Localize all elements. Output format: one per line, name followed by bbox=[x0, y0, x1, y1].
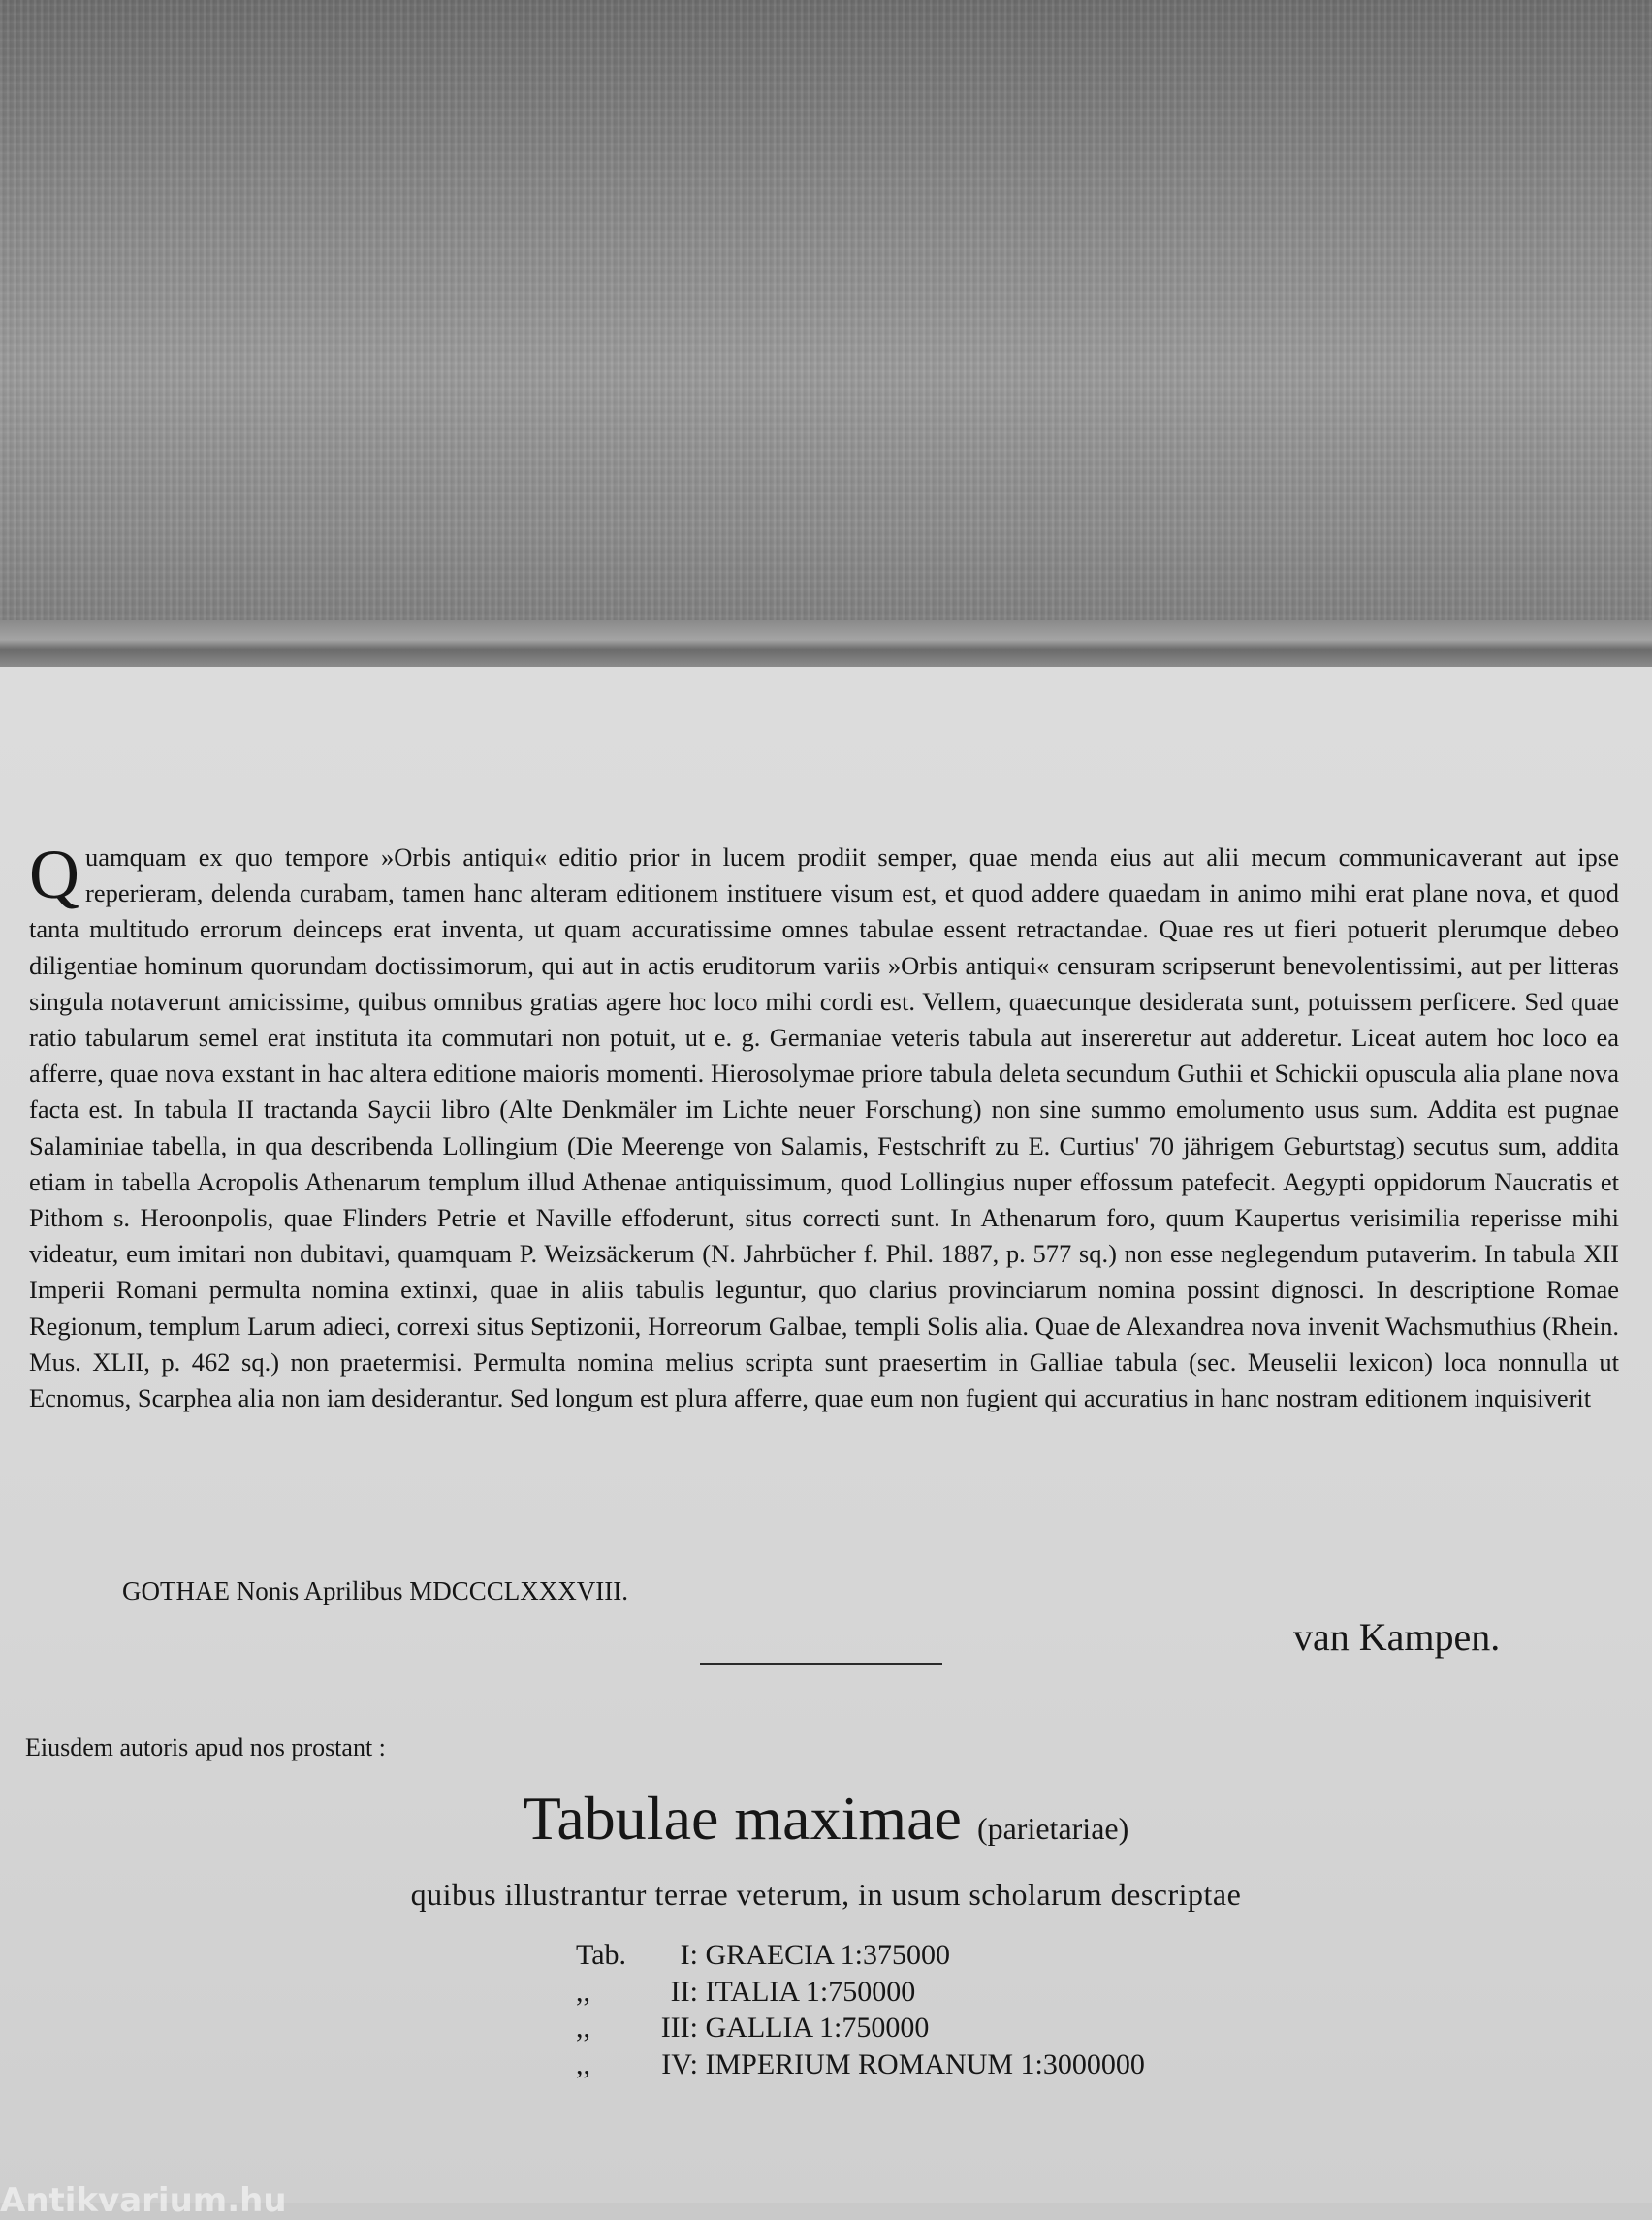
map-number: II: bbox=[670, 1975, 698, 2008]
list-item bbox=[576, 2010, 1145, 2046]
map-label: GALLIA 1:750000 bbox=[705, 2012, 930, 2044]
map-list bbox=[576, 1937, 1145, 2082]
list-item bbox=[576, 1974, 1145, 2011]
advert-subtitle: quibus illustrantur terrae veterum, in usum scholarum descriptae bbox=[410, 1877, 1242, 1912]
list-item bbox=[576, 2046, 1145, 2083]
advert-title-main: Tabulae maximae bbox=[523, 1784, 962, 1853]
map-prefix: ,, bbox=[576, 2012, 590, 2044]
map-number: III: bbox=[660, 2012, 698, 2044]
map-prefix: ,, bbox=[576, 2047, 590, 2080]
author-signature: van Kampen. bbox=[1293, 1615, 1501, 1659]
map-number: I: bbox=[680, 1939, 698, 1971]
drop-cap-initial: Q bbox=[29, 836, 79, 913]
map-number: IV: bbox=[661, 2047, 698, 2080]
background-board bbox=[0, 0, 1652, 669]
advert-title bbox=[0, 1780, 1652, 1867]
date-line: GOTHAE Nonis Aprilibus MDCCCLXXXVIII. bbox=[122, 1576, 628, 1605]
document-page bbox=[0, 667, 1652, 2220]
preface-text: uamquam ex quo tempore »Orbis antiqui« editio prior in lucem prodiit semper, quae menda eius aut alii mecum communicaverant aut ipse reperieram, delenda curabam, tamen hanc alteram editionem instituere visum est, et quod addere quaedam in animo mihi erat plane nova, et quod tanta multitudo errorum deinceps erat inventa, ut quam accuratissime omnes tabulae essent retractandae. Quae res ut fieri potuerit plerumque debeo diligentiae hominum quorundam doctissimorum, qui aut in actis eruditorum variis »Orbis antiqui« censuram scripserunt benevolentissimi, aut per litteras singula notaverunt amicissime, quibus omnibus gratias agere hoc loco mihi cordi est. Vellem, quaecunque desiderata sunt, potuissem perficere. Sed quae ratio tabularum semel erat instituta ita commutari non potuit, ut e. g. Germaniae veteris tabula aut insereretur aut adderetur. Liceat autem hoc loco ea afferre, quae nova exstant in hac altera editione maioris momenti. Hierosolymae priore tabula deleta secundum Guthii et Schickii opuscula alia plane nova facta est. In tabula II tractanda Saycii libro (Alte Denkmäler im Lichte neuer Forschung) non sine summo emolumento usus sum. Addita est pugnae Salaminiae tabella, in qua describenda Lollingium (Die Meerenge von Salamis, Festschrift zu E. Curtius' 70 jährigem Geburtstag) secutus sum, addita etiam in tabella Acropolis Athenarum templum illud Athenae antiquissimum, quod Lollingius nuper effossum patefecit. Aegypti oppidorum Naucratis et Pithom s. Heroonpolis, quae Flinders Petrie et Naville effoderunt, situs correcti sunt. In Athenarum foro, quum Kaupertus verisimilia reperisse mihi videatur, eum imitari non dubitavi, quamquam P. Weizsäckerum (N. Jahrbücher f. Phil. 1887, p. 577 sq.) non esse neglegendum putaverim. In tabula XII Imperii Romani permulta nomina extinxi, quae in aliis tabulis leguntur, quo clarius provinciarum nomina possint dignosci. In descriptione Romae Regionum, templum Larum adieci, correxi situs Septizonii, Horreorum Galbae, templi Solis alia. Quae de Alexandrea nova invenit Wachsmuthius (Rhein. Mus. XLII, p. 462 sq.) non praetermisi. Permulta nomina melius scripta sunt praesertim in Galliae tabula (sec. Meuselii lexicon) loca nonnulla ut Ecnomus, Scarphea alia non iam desiderantur. Sed longum est plura afferre, quae eum non fugient qui accuratius in hanc nostram editionem inquisiverit bbox=[29, 842, 1619, 1413]
map-prefix: Tab. bbox=[576, 1939, 627, 1971]
board-edge bbox=[0, 620, 1652, 669]
map-label: IMPERIUM ROMANUM 1:3000000 bbox=[705, 2047, 1145, 2080]
list-item bbox=[576, 1937, 1145, 1974]
advert-title-sub: (parietariae) bbox=[976, 1811, 1129, 1846]
map-label: ITALIA 1:750000 bbox=[705, 1975, 916, 2008]
also-available-heading: Eiusdem autoris apud nos prostant : bbox=[25, 1733, 386, 1761]
watermark: Antikvarium.hu bbox=[0, 2181, 287, 2220]
map-prefix: ,, bbox=[576, 1975, 590, 2008]
preface-paragraph bbox=[29, 836, 1619, 1416]
map-label: GRAECIA 1:375000 bbox=[705, 1939, 951, 1971]
separator-rule bbox=[700, 1663, 942, 1665]
